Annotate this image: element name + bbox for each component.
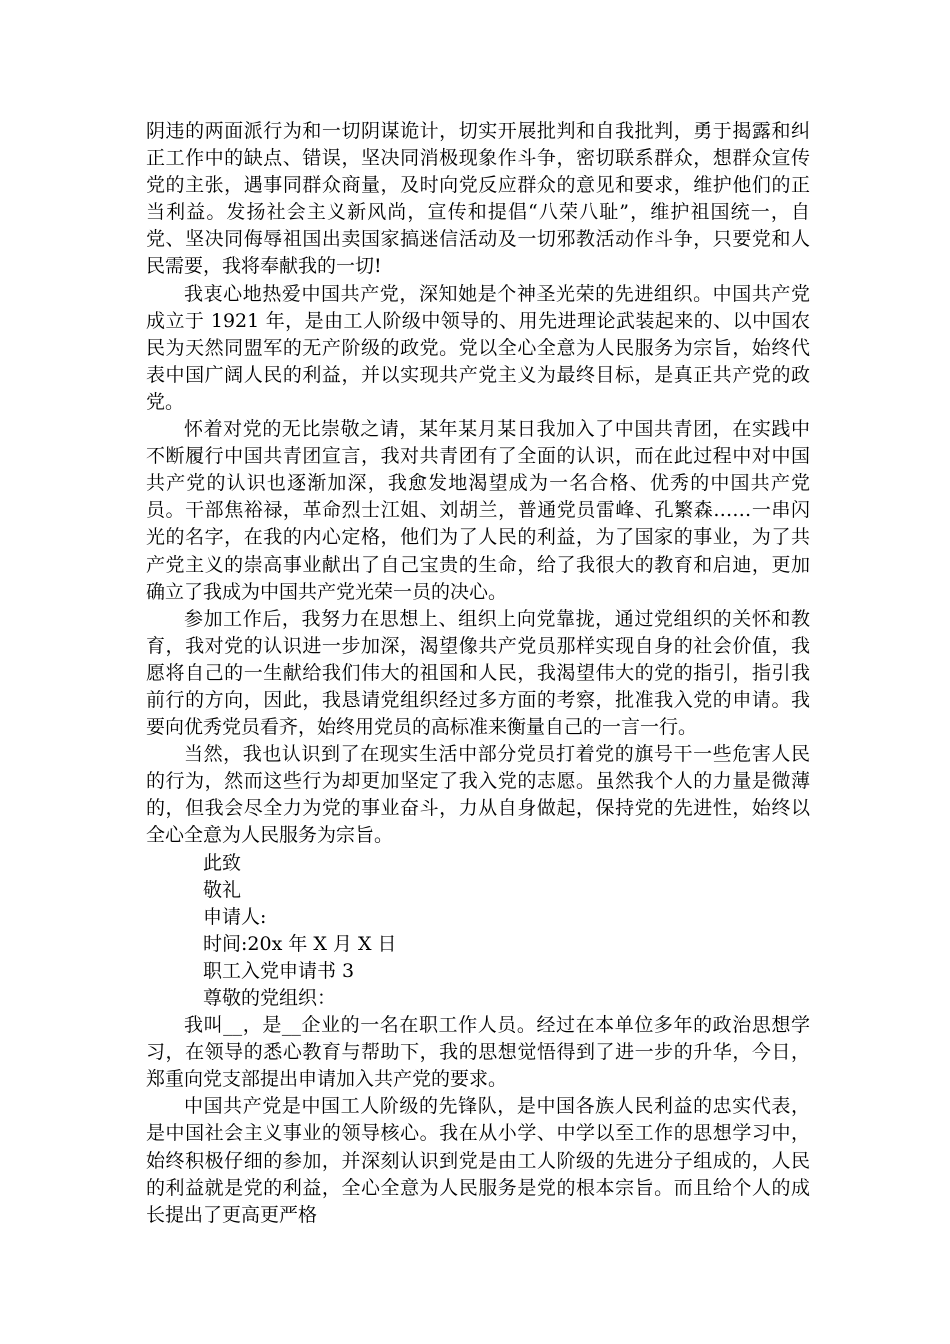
- greeting-line: 尊敬的党组织：: [203, 987, 337, 1009]
- paragraph: 当然，我也认识到了在现实生活中部分党员打着党的旗号干一些危害人民的行为，然而这些行为却更加坚定了我入党的志愿。虽然我个人的力量是微薄的，但我会尽全力为党的事业奋斗，力从自身做起，保持党的先进性，始终以全心全意为人民服务为宗旨。: [146, 743, 810, 847]
- applicant-line: 申请人:: [203, 905, 267, 928]
- paragraph: 中国共产党是中国工人阶级的先锋队，是中国各族人民利益的忠实代表，是中国社会主义事业的领导核心。我在从小学、中学以至工作的思想学习中，始终积极仔细的参加，并深刻认识到党是由工人阶级的先进分子组成的，人民的利益就是党的利益，全心全意为人民服务是党的根本宗旨。而且给个人的成长提出了更高更严格: [146, 1095, 810, 1226]
- paragraph: 我叫__，是__企业的一名在职工作人员。经过在本单位多年的政治思想学习，在领导的悉心教育与帮助下，我的思想觉悟得到了进一步的升华，今日，郑重向党支部提出申请加入共产党的要求。: [146, 1014, 810, 1091]
- date-line: 时间:20x 年 X 月 X 日: [203, 932, 397, 955]
- document-body: [146, 118, 810, 1229]
- section-title: 职工入党申请书 3: [203, 959, 355, 982]
- closing-salutation: 此致: [203, 851, 242, 874]
- closing-regards: 敬礼: [203, 878, 242, 901]
- paragraph: 我衷心地热爱中国共产党，深知她是个神圣光荣的先进组织。中国共产党成立于 1921 年，是由工人阶级中领导的、用先进理论武装起来的、以中国农民为天然同盟军的无产阶级的政党。党以全心全意为人民服务为宗旨，始终代表中国广阔人民的利益，并以实现共产党主义为最终目标，是真正共产党的政党。: [146, 282, 810, 413]
- paragraph: 阴违的两面派行为和一切阴谋诡计，切实开展批判和自我批判，勇于揭露和纠正工作中的缺点、错误，坚决同消极现象作斗争，密切联系群众，想群众宣传党的主张，遇事同群众商量，及时向党反应群众的意见和要求，维护他们的正当利益。发扬社会主义新风尚，宣传和提倡“八荣八耻”，维护祖国统一，自党、坚决同侮辱祖国出卖国家搞迷信活动及一切邪教活动作斗争，只要党和人民需要，我将奉献我的一切!: [146, 120, 810, 278]
- paragraph: 参加工作后，我努力在思想上、组织上向党靠拢，通过党组织的关怀和教育，我对党的认识进一步加深，渴望像共产党员那样实现自身的社会价值，我愿将自己的一生献给我们伟大的祖国和人民，我渴望伟大的党的指引，指引我前行的方向，因此，我恳请党组织经过多方面的考察，批准我入党的申请。我要向优秀党员看齐，始终用党员的高标准来衡量自己的一言一行。: [146, 607, 810, 739]
- paragraph: 怀着对党的无比崇敬之请，某年某月某日我加入了中国共青团，在实践中不断履行中国共青团宣言，我对共青团有了全面的认识，而在此过程中对中国共产党的认识也逐渐加深，我愈发地渴望成为一名合格、优秀的中国共产党员。干部焦裕禄，革命烈士江姐、刘胡兰，普通党员雷峰、孔繁森……一串闪光的名字，在我的内心定格，他们为了人民的利益，为了国家的事业，为了共产党主义的崇高事业献出了自己宝贵的生命，给了我很大的教育和启迪，更加确立了我成为中国共产党光荣一员的决心。: [146, 418, 810, 603]
